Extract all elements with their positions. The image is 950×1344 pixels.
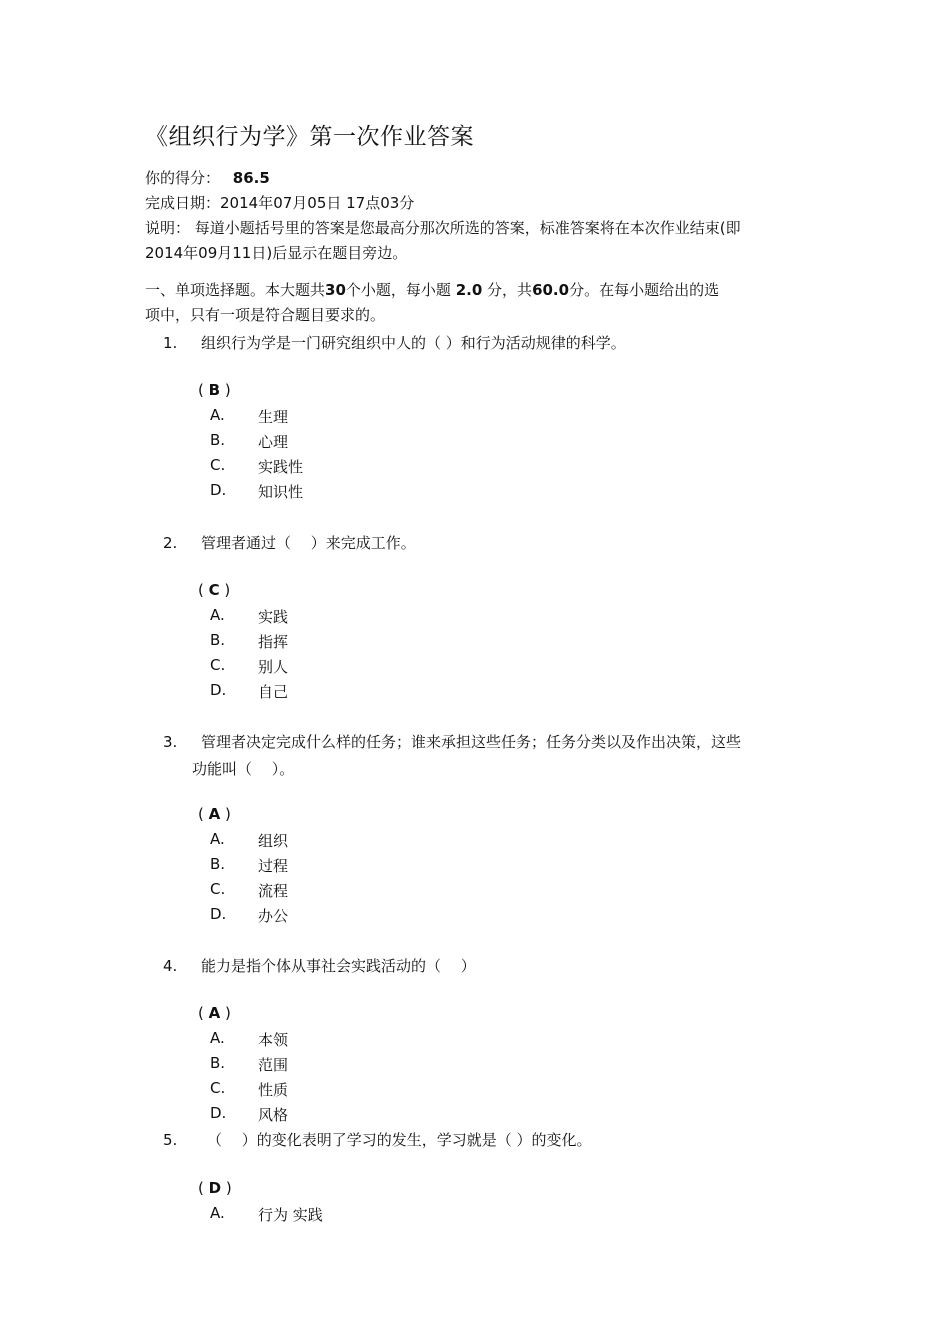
- question-number: 3.: [163, 733, 178, 751]
- option-text: 指挥: [258, 633, 289, 651]
- option-text: 风格: [258, 1106, 289, 1124]
- section-suffix: 分。在每小题给出的选: [569, 281, 720, 299]
- option-letter: C.: [210, 880, 226, 898]
- answer-1: ( B ): [198, 381, 231, 399]
- section-line2: 项中，只有一项是符合题目要求的。: [145, 306, 386, 324]
- option-text: 组织: [258, 832, 289, 850]
- note-label: 说明：: [145, 219, 191, 237]
- option-letter: A.: [210, 1204, 225, 1222]
- option-text: 实践性: [258, 458, 304, 476]
- answer-letter: A: [208, 805, 221, 823]
- option-letter: D.: [210, 481, 227, 499]
- section-intro: [145, 278, 810, 328]
- option-text: 自己: [258, 683, 289, 701]
- document-title: 《组织行为学》第一次作业答案: [145, 124, 474, 150]
- question-text: （ ）的变化表明了学习的发生，学习就是（ ）的变化。: [207, 1131, 592, 1149]
- option-letter: B.: [210, 855, 226, 873]
- option-text: 范围: [258, 1056, 289, 1074]
- question-number: 4.: [163, 957, 178, 975]
- option-letter: A.: [210, 606, 225, 624]
- option-text: 别人: [258, 658, 289, 676]
- question-number: 1.: [163, 334, 178, 352]
- option-letter: C.: [210, 456, 226, 474]
- option-text: 办公: [258, 907, 289, 925]
- date-label: 完成日期：: [145, 194, 221, 212]
- question-text-line2: 功能叫（ ）。: [192, 760, 295, 778]
- date-value: 2014年07月05日 17点03分: [220, 194, 415, 212]
- answer-3: ( A ): [198, 805, 231, 823]
- option-letter: C.: [210, 1079, 226, 1097]
- section-mid2: 分，共: [487, 281, 533, 299]
- score-line: [145, 166, 270, 191]
- option-letter: C.: [210, 656, 226, 674]
- question-number: 5.: [163, 1131, 178, 1149]
- option-letter: B.: [210, 631, 226, 649]
- option-letter: D.: [210, 681, 227, 699]
- option-letter: B.: [210, 431, 226, 449]
- note-line2: 2014年09月11日)后显示在题目旁边。: [145, 244, 408, 262]
- question-text: 管理者决定完成什么样的任务；谁来承担这些任务；任务分类以及作出决策，这些: [201, 733, 742, 751]
- option-letter: A.: [210, 1029, 225, 1047]
- option-letter: A.: [210, 406, 225, 424]
- option-letter: B.: [210, 1054, 226, 1072]
- score-label: 你的得分：: [145, 169, 221, 187]
- question-text: 组织行为学是一门研究组织中人的（ ）和行为活动规律的科学。: [201, 334, 626, 352]
- answer-5: ( D ): [198, 1179, 232, 1197]
- section-prefix: 一、单项选择题。本大题共: [145, 281, 326, 299]
- option-text: 心理: [258, 433, 289, 451]
- option-text: 过程: [258, 857, 289, 875]
- date-line: [145, 191, 414, 216]
- answer-letter: B: [208, 381, 221, 399]
- section-total: 60.0: [532, 281, 570, 299]
- answer-4: ( A ): [198, 1004, 231, 1022]
- answer-letter: D: [208, 1179, 222, 1197]
- option-letter: D.: [210, 1104, 227, 1122]
- section-count: 30: [325, 281, 346, 299]
- option-text: 本领: [258, 1031, 289, 1049]
- option-text: 行为 实践: [258, 1206, 323, 1224]
- option-text: 生理: [258, 408, 289, 426]
- question-text: 能力是指个体从事社会实践活动的（ ）: [201, 957, 476, 975]
- option-text: 实践: [258, 608, 289, 626]
- answer-2: ( C ): [198, 581, 231, 599]
- option-text: 性质: [258, 1081, 289, 1099]
- option-text: 流程: [258, 882, 289, 900]
- section-mid1: 个小题，每小题: [345, 281, 451, 299]
- section-each: 2.0: [455, 281, 483, 299]
- option-letter: A.: [210, 830, 225, 848]
- score-value: 86.5: [232, 169, 270, 187]
- note-block: [145, 216, 810, 266]
- question-text: 管理者通过（ ）来完成工作。: [201, 534, 416, 552]
- answer-letter: A: [208, 1004, 221, 1022]
- option-text: 知识性: [258, 483, 304, 501]
- note-line1: 每道小题括号里的答案是您最高分那次所选的答案，标准答案将在本次作业结束(即: [194, 219, 741, 237]
- option-letter: D.: [210, 905, 227, 923]
- answer-letter: C: [208, 581, 220, 599]
- question-number: 2.: [163, 534, 178, 552]
